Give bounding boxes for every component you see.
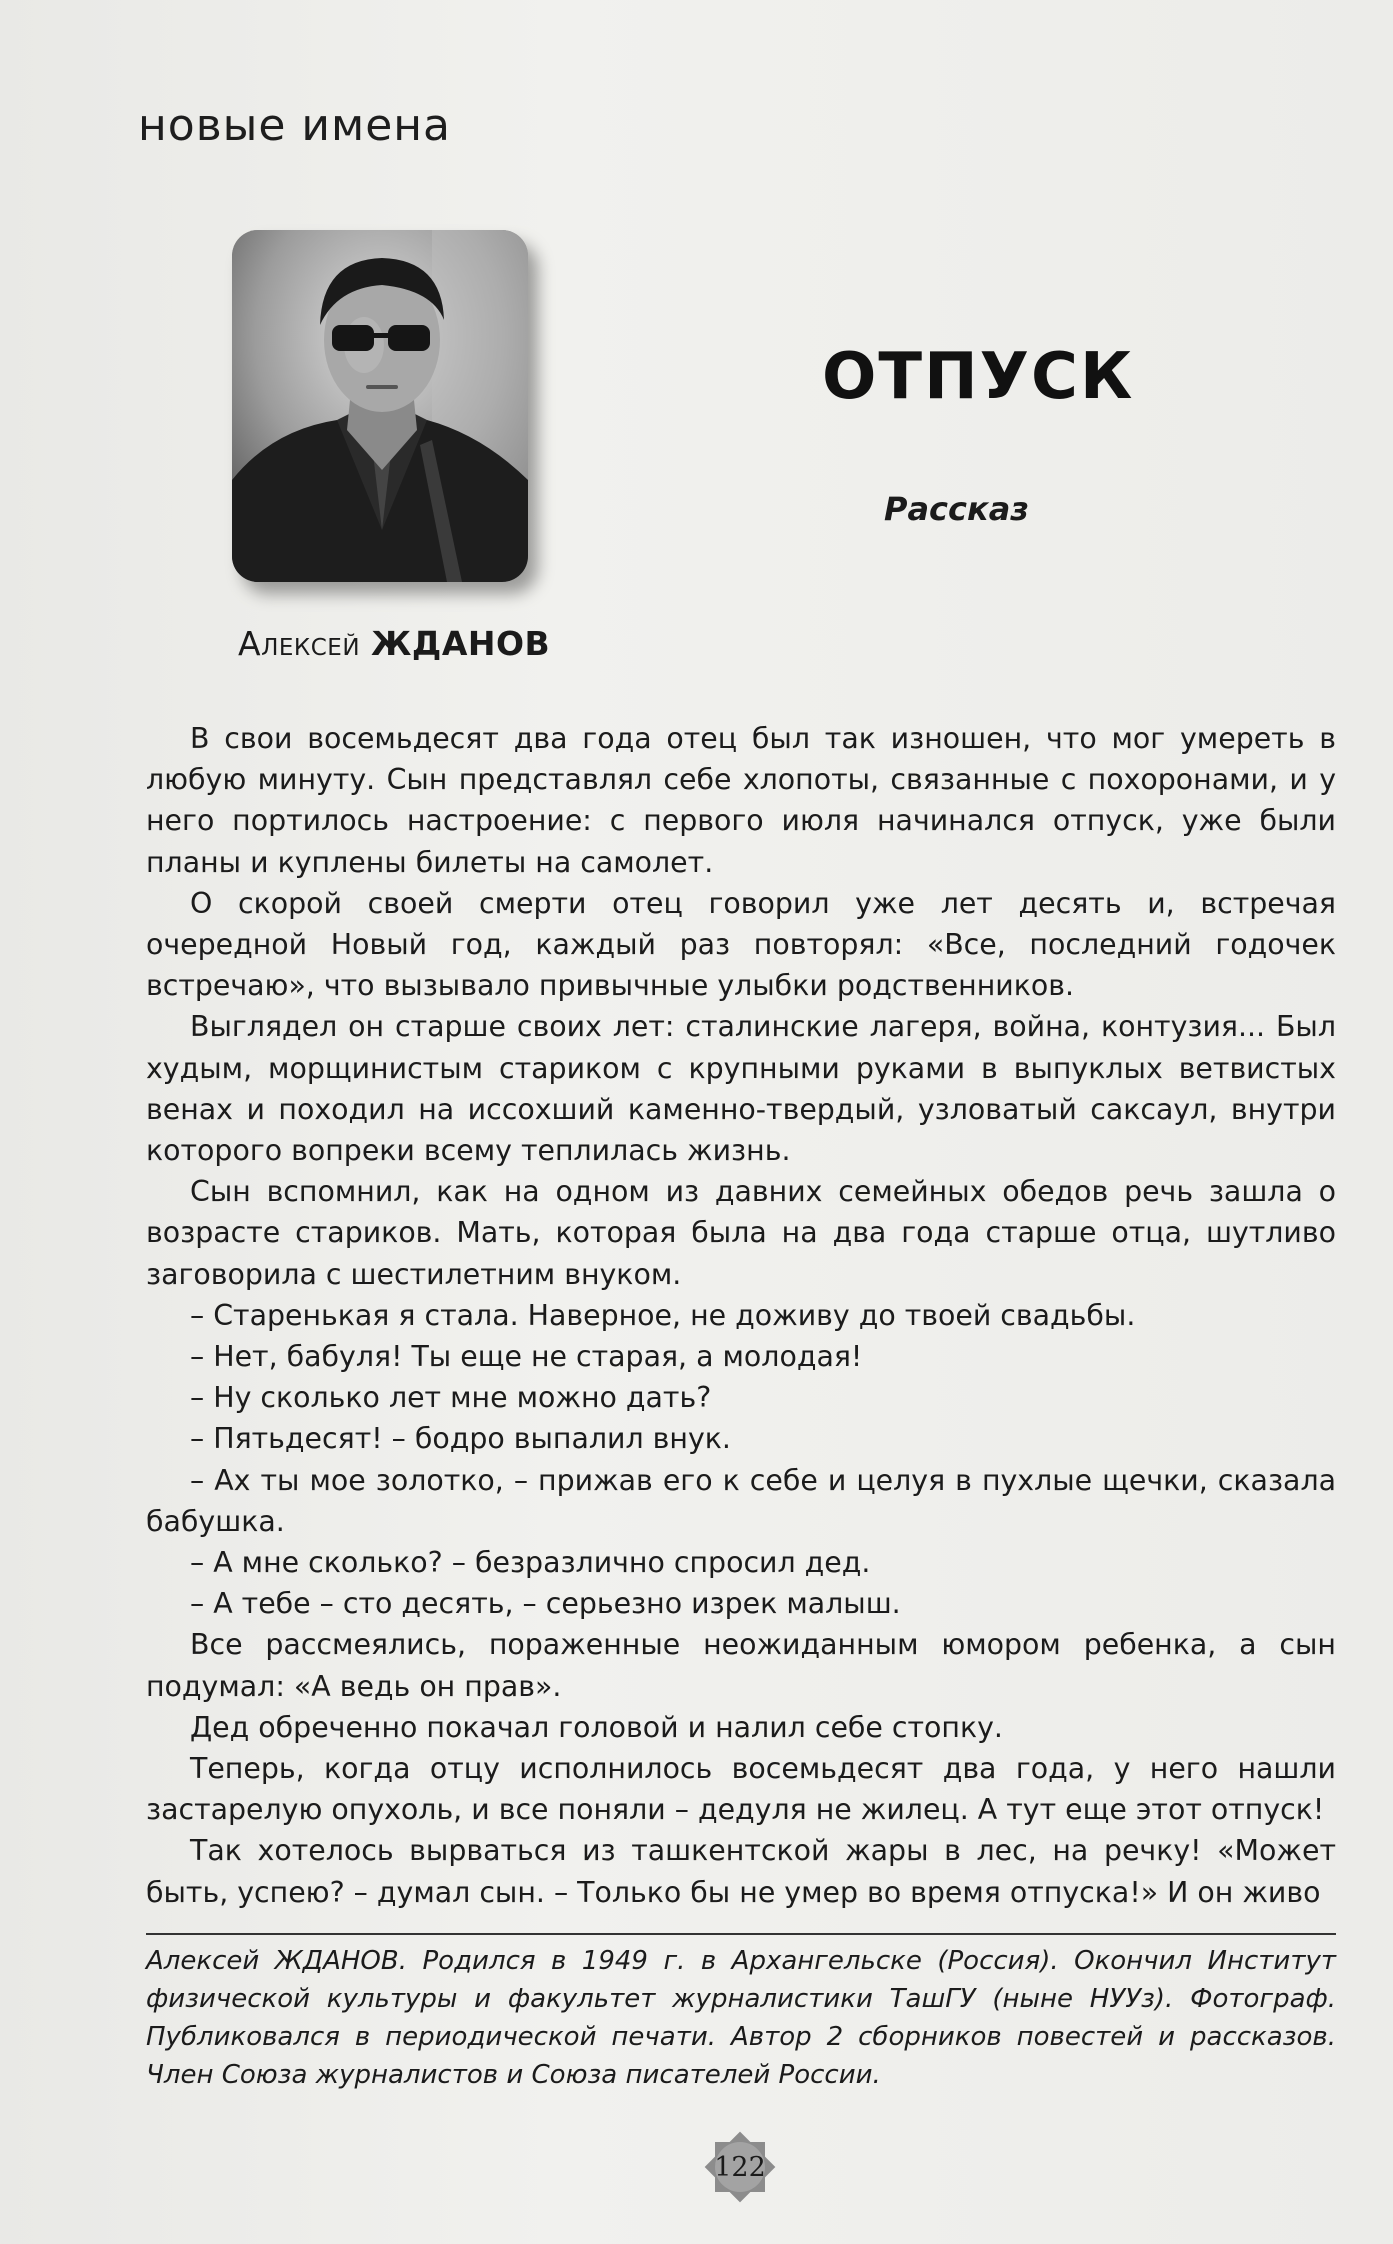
dialogue-line: – Старенькая я стала. Наверное, не доживу до твоей свадьбы. <box>190 1298 1136 1332</box>
author-bio-footnote: Алексей ЖДАНОВ. Родился в 1949 г. в Архангельске (Россия). Окончил Институт физической культуры и факультет журналистики ТашГУ (ныне НУУз). Фотограф. Публиковался в периодической печати. Автор 2 сборников повестей и рассказов. Член Союза журналистов и Союза писателей России. <box>146 1946 1336 2090</box>
paragraph: В свои восемьдесят два года отец был так изношен, что мог умереть в любую минуту. Сын представлял себе хлопоты, связанные с похоронами, и у него портилось настроение: с первого июля начинался отпуск, уже были планы и куплены билеты на самолет. <box>146 722 1336 879</box>
author-name <box>238 624 550 663</box>
page-number-badge <box>702 2129 778 2205</box>
author-photo <box>232 230 528 582</box>
paragraph: О скорой своей смерти отец говорил уже лет десять и, встречая очередной Новый год, каждый раз повторял: «Все, последний годочек встречаю», что вызывало привычные улыбки родственников. <box>146 886 1336 1003</box>
paragraph: Дед обреченно покачал головой и налил себе стопку. <box>190 1710 1003 1744</box>
author-last-name: ЖДАНОВ <box>371 624 551 663</box>
section-header: новые имена <box>138 100 452 151</box>
story-genre: Рассказ <box>884 490 1029 528</box>
paragraph: Сын вспомнил, как на одном из давних семейных обедов речь зашла о возрасте стариков. Мать, которая была на два года старше отца, шутливо заговорила с шестилетним внуком. <box>146 1175 1336 1291</box>
dialogue-line: – Ну сколько лет мне можно дать? <box>190 1381 712 1415</box>
author-first-name: Алексей <box>238 624 361 663</box>
page-number: 122 <box>714 2151 766 2183</box>
dialogue-line: – А мне сколько? – безразлично спросил дед. <box>190 1546 871 1580</box>
story-title: ОТПУСК <box>822 340 1135 414</box>
paragraph: Все рассмеялись, пораженные неожиданным юмором ребенка, а сын подумал: «А ведь он прав». <box>146 1628 1336 1703</box>
paragraph: Выглядел он старше своих лет: сталинские лагеря, война, контузия... Был худым, морщинистым стариком с крупными руками в выпуклых ветвистых венах и походил на иссохший каменно-твердый, узловатый саксаул, внутри которого вопреки всему теплилась жизнь. <box>146 1010 1336 1168</box>
dialogue-line: – Нет, бабуля! Ты еще не старая, а молодая! <box>190 1340 863 1374</box>
author-portrait-image <box>232 230 528 582</box>
dialogue-line: – Пятьдесят! – бодро выпалил внук. <box>190 1422 731 1456</box>
footnote-divider <box>146 1933 1336 1935</box>
dialogue-line: – Ах ты мое золотко, – прижав его к себе и целуя в пухлые щечки, сказала бабушка. <box>146 1463 1336 1538</box>
story-body <box>146 718 1336 1913</box>
paragraph: Так хотелось вырваться из ташкентской жары в лес, на речку! «Может быть, успею? – думал сын. – Только бы не умер во время отпуска!» И он живо <box>146 1834 1336 1909</box>
paragraph: Теперь, когда отцу исполнилось восемьдесят два года, у него нашли застарелую опухоль, и все поняли – дедуля не жилец. А тут еще этот отпуск! <box>146 1752 1336 1827</box>
dialogue-line: – А тебе – сто десять, – серьезно изрек малыш. <box>190 1587 901 1621</box>
